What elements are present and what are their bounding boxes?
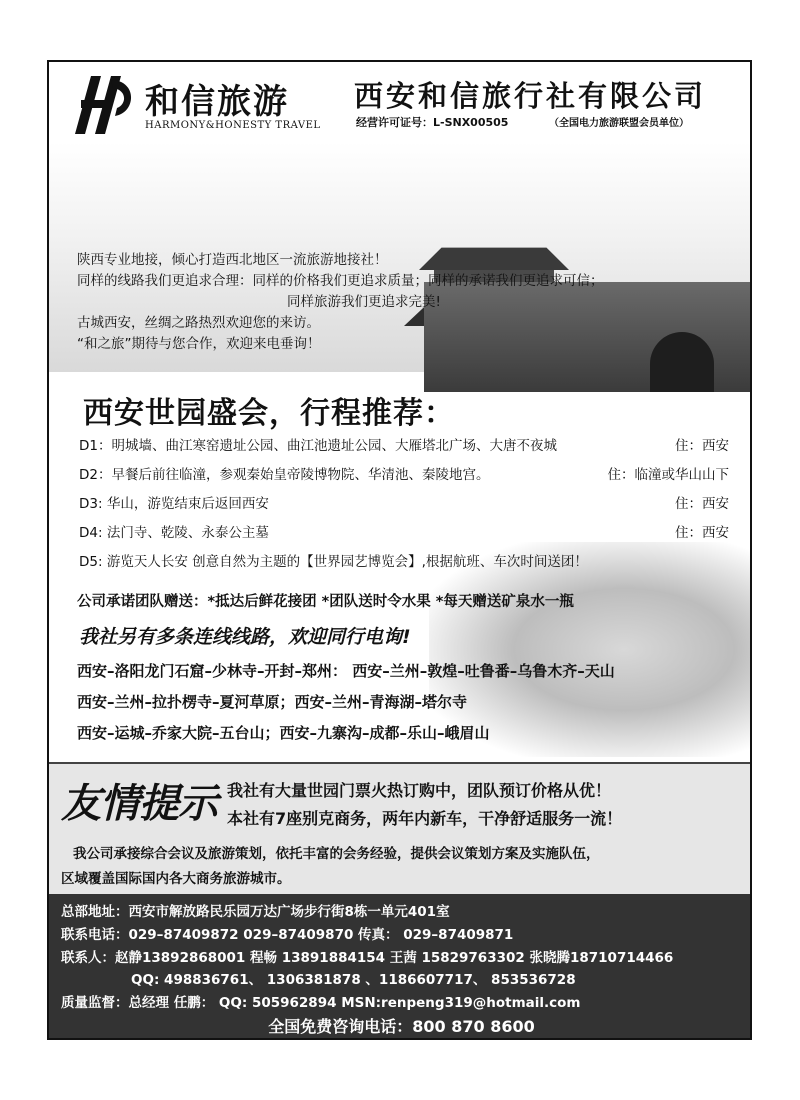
tips-line: 我社有大量世园门票火热订购中，团队预订价格从优！: [227, 781, 612, 800]
tips-line: 本社有7座别克商务，两年内新车，干净舒适服务一流！: [227, 809, 623, 828]
itinerary-day: [79, 492, 729, 521]
route-line: 西安–兰州–拉扑楞寺–夏河草原；西安–兰州–青海湖–塔尔寺: [77, 693, 468, 711]
contact-panel: [49, 894, 752, 1040]
itinerary-days: [79, 434, 729, 579]
route-line: 西安–运城–乔家大院–五台山；西安–九寨沟–成都–乐山–峨眉山: [77, 724, 490, 742]
day-stay: 住：西安: [675, 496, 729, 512]
routes-list: [77, 656, 615, 749]
quality-supervision: 质量监督：总经理 任鹏： QQ: 505962894 MSN:renpeng319@hotmail.com: [61, 995, 581, 1011]
flyer: [47, 60, 752, 1040]
itinerary-day: [79, 550, 729, 579]
itinerary-day: [79, 463, 729, 492]
day-stay: 住：西安: [675, 525, 729, 541]
day-text: D5: 游览天人长安 创意自然为主题的【世界园艺博览会】,根据航班、车次时间送团！: [79, 554, 588, 570]
license-number: 经营许可证号：L-SNX00505: [356, 116, 509, 129]
day-text: D2：早餐后前往临潼，参观秦始皇帝陵博物院、华清池、秦陵地宫。: [79, 467, 490, 483]
contact-address: 总部地址：西安市解放路民乐园万达广场步行街8栋一单元401室: [61, 904, 450, 920]
tips-band: [49, 762, 752, 896]
tips-line: 区域覆盖国际国内各大商务旅游城市。: [61, 871, 291, 887]
membership-note: （全国电力旅游联盟会员单位）: [549, 118, 689, 129]
day-text: D4: 法门寺、乾陵、永泰公主墓: [79, 525, 269, 541]
day-text: D3: 华山，游览结束后返回西安: [79, 496, 269, 512]
contact-people: 联系人：赵静13892868001 程畅 13891884154 王茜 15829763302 张晓腾18710714466: [61, 950, 674, 966]
day-text: D1：明城墙、曲江寒窑遗址公园、曲江池遗址公园、大雁塔北广场、大唐不夜城: [79, 438, 557, 454]
hotline: 全国免费咨询电话：800 870 8600: [268, 1017, 535, 1036]
routes-title: 我社另有多条连线线路，欢迎同行电询!: [79, 626, 411, 648]
intro-line: “和之旅”期待与您合作，欢迎来电垂询！: [77, 336, 321, 352]
itinerary-title: 西安世园盛会，行程推荐：: [83, 396, 455, 431]
itinerary-day: [79, 521, 729, 550]
brand-name: 和信旅游: [145, 82, 289, 122]
intro-line: 同样的线路我们更追求合理：同样的价格我们更追求质量；同样的承诺我们更追求可信；: [77, 273, 604, 289]
brand-name-en: HARMONY&HONESTY TRAVEL: [145, 120, 321, 131]
intro-line: 古城西安，丝绸之路热烈欢迎您的来访。: [77, 315, 320, 331]
day-stay: 住：西安: [675, 438, 729, 454]
contact-phone: 联系电话：029–87409872 029–87409870 传真： 029–87409871: [61, 927, 514, 943]
contact-qq: QQ: 498836761、 1306381878 、1186607717、 853536728: [131, 972, 576, 988]
itinerary-day: [79, 434, 729, 463]
day-stay: 住：临潼或华山山下: [607, 467, 729, 483]
company-logo-icon: [65, 72, 137, 136]
gift-promise: 公司承诺团队赠送：*抵达后鲜花接团 *团队送时令水果 *每天赠送矿泉水一瓶: [77, 594, 574, 610]
tips-title: 友情提示: [61, 780, 217, 827]
intro-line: 同样旅游我们更追求完美!: [287, 294, 441, 310]
tips-line: 我公司承接综合会议及旅游策划，依托丰富的会务经验，提供会议策划方案及实施队伍，: [73, 846, 600, 862]
intro-line: 陕西专业地接，倾心打造西北地区一流旅游地接社！: [77, 252, 388, 268]
wall-arch: [650, 332, 714, 392]
company-name: 西安和信旅行社有限公司: [354, 79, 707, 113]
route-line: 西安–洛阳龙门石窟–少林寺–开封–郑州： 西安–兰州–敦煌–吐鲁番–乌鲁木齐–天山: [77, 662, 615, 680]
intro-text: [77, 250, 604, 355]
